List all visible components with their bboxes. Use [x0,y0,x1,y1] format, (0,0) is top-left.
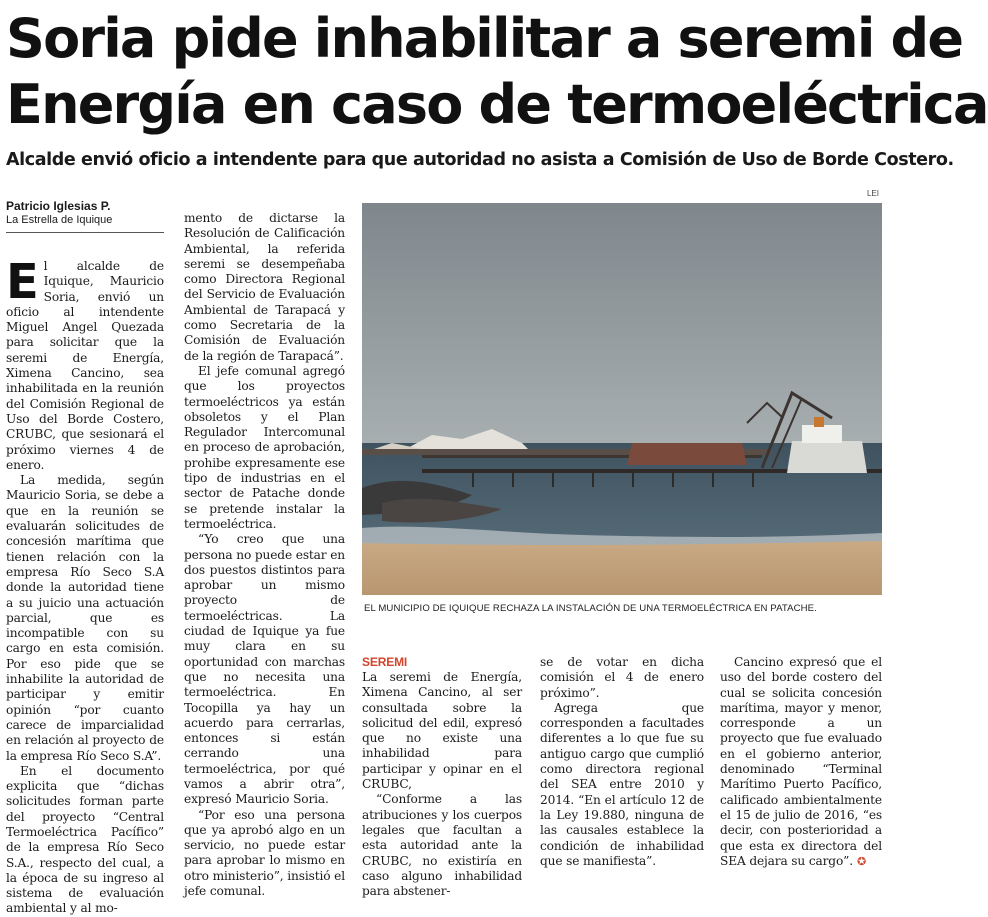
paragraph: La medida, según Mauricio Soria, se debe a que en la reunión se evaluarán solicitudes de concesión marítima que tienen relación con la empresa Río Seco S.A donde la autoridad tiene a su juicio una actuación parcial, que es incompatible con su cargo en esta comisión. Por eso pide que se inhabilite la autoridad de participar y emitir opinión “por cuanto carece de imparcialidad en relación al proyecto de la empresa Río Seco S.A”. [6,473,164,763]
headline-line-2: Energía en caso de termoeléctrica [6,73,988,136]
article-column-3 [362,655,522,899]
headline [6,6,988,138]
paragraph: se de votar en dicha comisión el 4 de enero próximo”. [540,655,704,700]
byline-author: Patricio Iglesias P. [6,199,111,213]
paragraph: “Por eso una persona que ya aprobó algo en un servicio, no puede estar para aprobar lo mismo en otro ministerio”, insistió el jefe comunal. [184,807,345,899]
article-column-4 [540,655,704,881]
article-column-2 [184,211,345,899]
drop-cap: E [6,254,39,310]
coastal-pier-illustration [362,203,882,595]
paragraph: l alcalde de Iquique, Mauricio Soria, envió un oficio al intendente Miguel Angel Quezada para solicitar que la seremi de Energía, Ximena Cancino, sea inhabilitada en la reunión del Comisión Regional de Uso del Borde Costero, CRUBC, que sesionará el próximo viernes 4 de enero. [6,259,164,472]
article-photo [362,203,882,595]
paragraph: “Conforme a las atribuciones y los cuerpos legales que facultan a esta autoridad ante la CRUBC, no existiría en caso alguno inhabilidad para abstener- [362,792,522,899]
paragraph [720,655,882,869]
paragraph: mento de dictarse la Resolución de Calificación Ambiental, la referida seremi se desempeñaba como Directora Regional del Servicio de Evaluación Ambiental de Tarapacá y como Secretaria de la Comisión de Evaluación de la región de Tarapacá”. [184,211,345,363]
paragraph: El jefe comunal agregó que los proyectos termoeléctricos ya están obsoletos y el Plan Regulador Intercomunal en proceso de aprobación, prohibe expresamente ese tipo de industrias en el sector de Patache donde se pretende instalar la termoeléctrica. [184,363,345,531]
paragraph: “Yo creo que una persona no puede estar en dos puestos distintos para aprobar un mismo proyecto de termoeléctricas. La ciudad de Iquique ya fue muy clara en su oportunidad con marchas que no necesita una termoeléctrica. En Tocopilla ya hay un acuerdo para cerrarlas, entonces si están cerrando una termoeléctrica, por qué vamos a abrir otra”, expresó Mauricio Soria. [184,532,345,807]
article-column-1 [6,254,164,916]
article-column-5 [720,655,882,881]
byline-outlet: La Estrella de Iquique [6,214,113,226]
section-heading: SEREMI [362,655,408,669]
photo-credit: LEI [866,189,879,198]
paragraph: En el documento explicita que “dichas solicitudes forman parte del proyecto “Central Termoeléctrica Pacífico” de la empresa Río Seco S.A., respecto del cual, a la época de su ingreso al sistema de evaluación ambiental y al mo- [6,763,164,916]
deck-subtitle: Alcalde envió oficio a intendente para que autoridad no asista a Comisión de Uso de Borde Costero. [6,150,954,170]
headline-line-1: Soria pide inhabilitar a seremi de [6,7,963,70]
photo-caption: EL MUNICIPIO DE IQUIQUE RECHAZA LA INSTALACIÓN DE UNA TERMOELÉCTRICA EN PATACHE. [364,603,817,614]
paragraph-text: Cancino expresó que el uso del borde costero del cual se solicita concesión marítima, mayor y menor, corresponde a un proyecto que fue evaluado en el gobierno anterior, denominado “Terminal Marítimo Puerto Pacífico, calificado ambientalmente el 15 de julio de 2016, “es decir, con posterioridad a que esta ex directora del SEA dejara su cargo”. [720,655,882,868]
paragraph: La seremi de Energía, Ximena Cancino, al ser consultada sobre la solicitud del edil, expresó que no existe una inhabilidad para participar y opinar en el CRUBC, [362,670,522,792]
end-mark-icon: ✪ [856,854,867,868]
byline-divider [6,232,164,233]
byline [6,199,112,227]
paragraph: Agrega que corresponden a facultades diferentes a lo que fue su antiguo cargo que cumplió como directora regional del SEA entre 2010 y 2014. “En el artículo 12 de la Ley 19.880, ninguna de las causales establece la condición de inhabilidad que se manifiesta”. [540,700,704,868]
